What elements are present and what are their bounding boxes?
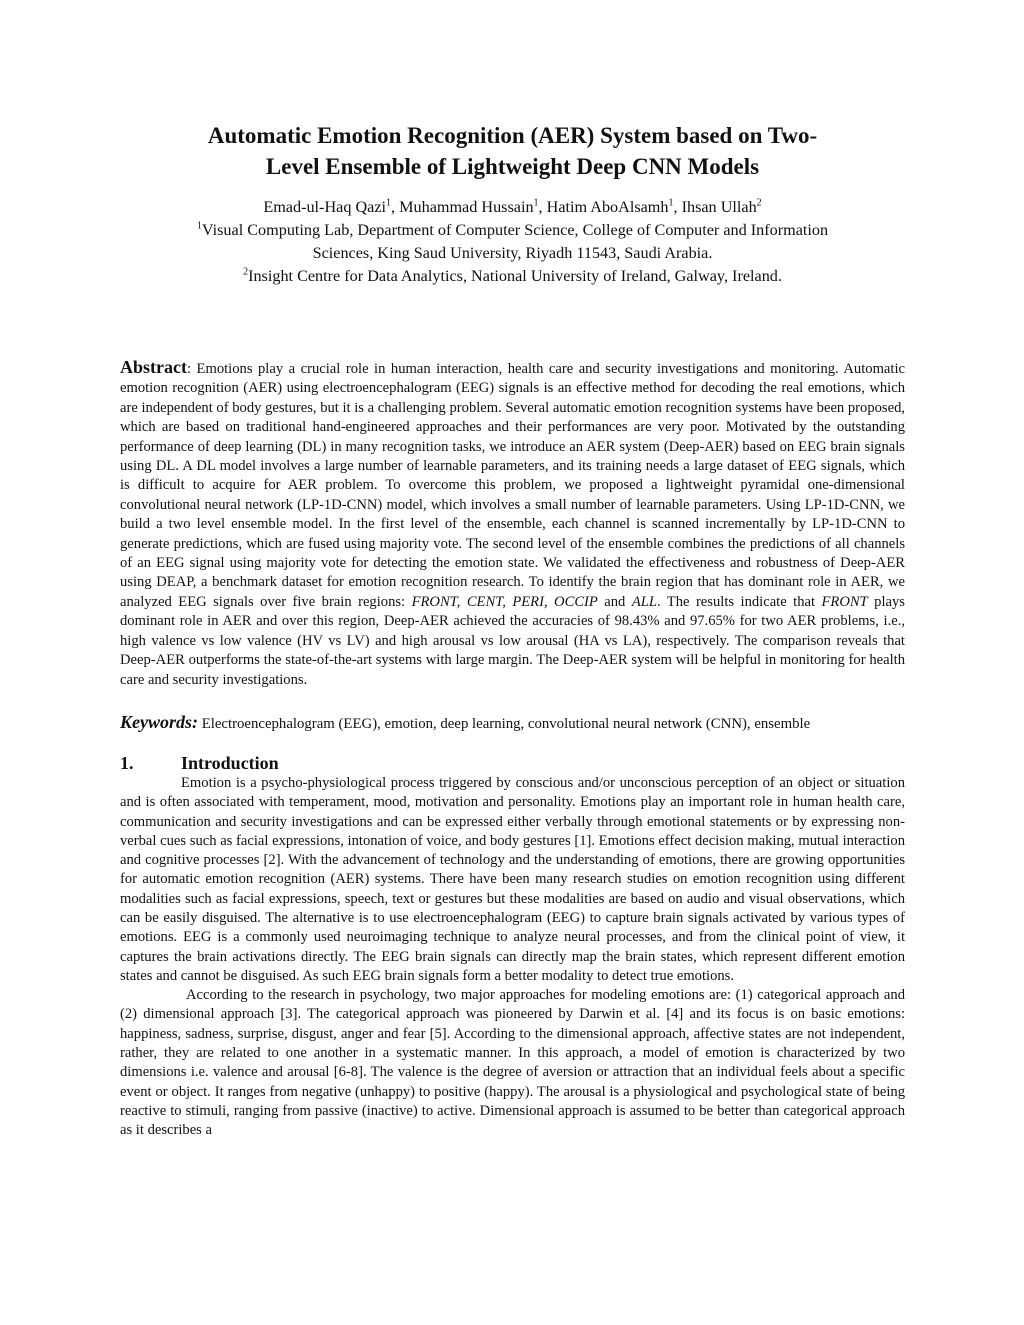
keywords-heading: Keywords:: [120, 711, 198, 732]
title-line-1: Automatic Emotion Recognition (AER) System based on Two-: [207, 123, 818, 148]
section-title: Introduction: [181, 752, 279, 773]
author-name: Hatim AboAlsamh: [546, 198, 669, 216]
abstract-text-1: : Emotions play a crucial role in human interaction, health care and security investigations and monitoring. Automatic emotion recognition (AER) using electroencephalogram (EEG) signals is an effective method for decoding the real emotions, which are independent of body gestures, but it is a challenging problem. Several automatic emotion recognition systems have been proposed, which are based on traditional hand-engineered approaches and their performances are very poor. Motivated by the outstanding performance of deep learning (DL) in many recognition tasks, we introduce an AER system (Deep-AER) based on EEG brain signals using DL. A DL model involves a large number of learnable parameters, and its training needs a large dataset of EEG signals, which is difficult to acquire for AER problem. To overcome this problem, we proposed a lightweight pyramidal one-dimensional convolutional neural network (LP-1D-CNN) model, which involves a small number of learnable parameters. Using LP-1D-CNN, we build a two level ensemble model. In the first level of the ensemble, each channel is scanned incrementally by LP-1D-CNN to generate predictions, which are fused using majority vote. The second level of the ensemble combines the predictions of all channels of an EEG signal using majority vote for detecting the emotion state. We validated the effectiveness and robustness of Deep-AER using DEAP, a benchmark dataset for emotion recognition research. To identify the brain region that has dominant role in AER, we analyzed EEG signals over five brain regions:: [120, 361, 906, 610]
author-list: Emad-ul-Haq Qazi$^1$, Muhammad Hussain$^1$, Hatim AboAlsamh$^1$, Ihsan Ullah$^2$: [263, 197, 762, 216]
keywords: [120, 712, 905, 734]
intro-paragraph-1: Emotion is a psycho-physiological process triggered by conscious and/or unconscious perception of an object or situation and is often associated with temperament, mood, motivation and personality. Emotions play an important role in human health care, communication and security investigations and can be expressed either verbally through emotional statements or by expressing non-verbal cues such as facial expressions, intonation of voice, and body gestures [1]. Emotions effect decision making, mutual interaction and cognitive processes [2]. With the advancement of technology and the understanding of emotions, there are growing opportunities for automatic emotion recognition (AER) systems. There have been many research studies on emotion recognition using different modalities such as facial expressions, speech, text or gestures but these modalities are based on audio and visual observations, which can be easily disguised. The alternative is to use electroencephalogram (EEG) to capture brain signals activated by various types of emotions. EEG is a commonly used neuroimaging technique to analyze neural processes, and from the clinical point of view, it captures the brain activations directly. The EEG brain signals can directly map the brain states, which represent different emotion states and cannot be disguised. As such EEG brain signals form a better modality to detect true emotions.: [120, 774, 905, 984]
affiliation-marker: 1: [386, 197, 392, 209]
intro-paragraph-2: According to the research in psychology, two major approaches for modeling emotions are: (1) categorical approach and (2) dimensional approach [3]. The categorical approach was pioneered by Darwin et al. [4] and its focus is on basic emotions: happiness, sadness, surprise, disgust, anger and fear [5]. According to the dimensional approach, affective states are not independent, rather, they are related to one another in a systematic manner. In this approach, a model of emotion is characterized by two dimensions i.e. valence and arousal [6-8]. The valence is the degree of aversion or attraction that an individual feels about a specific event or object. It ranges from negative (unhappy) to positive (happy). The arousal is a physiological and psychological state of being reactive to stimuli, ranging from passive (inactive) to active. Dimensional approach is assumed to be better than categorical approach as it describes a: [120, 987, 905, 1139]
title-line-2: Level Ensemble of Lightweight Deep CNN Models: [265, 154, 760, 179]
abstract-all: ALL: [631, 593, 657, 610]
abstract-text-3: plays dominant role in AER and over this region, Deep-AER achieved the accuracies of 98.43% and 97.65% for two AER problems, i.e., high valence vs low valence (HV vs LV) and high arousal vs low arousal (HA vs LA), respectively. The comparison reveals that Deep-AER outperforms the state-of-the-art systems with large margin. The Deep-AER system will be helpful in monitoring for health care and security investigations.: [120, 593, 905, 688]
author-block: [120, 196, 905, 288]
affiliation-marker: 2: [243, 266, 249, 278]
affiliation-marker: 1: [196, 220, 202, 232]
affiliation-marker: 1: [668, 197, 674, 209]
author-name: Ihsan Ullah: [681, 198, 757, 216]
paper-title: [120, 120, 905, 182]
abstract-heading: Abstract: [120, 357, 187, 377]
keywords-text: Electroencephalogram (EEG), emotion, deep learning, convolutional neural network (CNN), ensemble: [198, 715, 811, 732]
affiliation-marker: 1: [533, 197, 539, 209]
affiliation-marker: 2: [756, 197, 762, 209]
abstract: Abstract: Emotions play a crucial role in human interaction, health care and security investigations and monitoring. Automatic emotion recognition (AER) using electroencephalogram (EEG) signals is an effective method for decoding the real emotions, which are independent of body gestures, but it is a challenging problem. Several automatic emotion recognition systems have been proposed, which are based on traditional hand-engineered approaches and their performances are very poor. Motivated by the outstanding performance of deep learning (DL) in many recognition tasks, we introduce an AER system (Deep-AER) based on EEG brain signals using DL. A DL model involves a large number of learnable parameters, and its training needs a large dataset of EEG signals, which is difficult to acquire for AER problem. To overcome this problem, we proposed a lightweight pyramidal one-dimensional convolutional neural network (LP-1D-CNN) model, which involves a small number of learnable parameters. Using LP-1D-CNN, we build a two level ensemble model. In the first level of the ensemble, each channel is scanned incrementally by LP-1D-CNN to generate predictions, which are fused using majority vote. The second level of the ensemble combines the predictions of all channels of an EEG signal using majority vote for detecting the emotion state. We validated the effectiveness and robustness of Deep-AER using DEAP, a benchmark dataset for emotion recognition research. To identify the brain region that has dominant role in AER, we analyzed EEG signals over five brain regions: FRONT, CENT, PERI, OCCIP and ALL. The results indicate that FRONT plays dominant role in AER and over this region, Deep-AER achieved the accuracies of 98.43% and 97.65% for two AER problems, i.e., high valence vs low valence (HV vs LV) and high arousal vs low arousal (HA vs LA), respectively. The comparison reveals that Deep-AER outperforms the state-of-the-art systems with large margin. The Deep-AER system will be helpful in monitoring for health care and security investigations.: [120, 357, 906, 688]
author-name: Emad-ul-Haq Qazi: [263, 198, 387, 216]
section-number: 1.: [120, 752, 134, 773]
affiliation-1-line-2: Sciences, King Saud University, Riyadh 11543, Saudi Arabia.: [312, 244, 713, 262]
author-name: Muhammad Hussain: [399, 198, 534, 216]
affiliation-1-line-1: $^1$Visual Computing Lab, Department of Computer Science, College of Computer and Information: [196, 220, 829, 239]
abstract-regions: FRONT, CENT, PERI, OCCIP: [411, 593, 598, 610]
affiliation-2: $^2$Insight Centre for Data Analytics, National University of Ireland, Galway, Ireland.: [243, 266, 782, 285]
abstract-text-2: . The results indicate that: [656, 593, 822, 610]
section-heading-introduction: [120, 752, 905, 774]
abstract-front: FRONT: [821, 593, 868, 610]
